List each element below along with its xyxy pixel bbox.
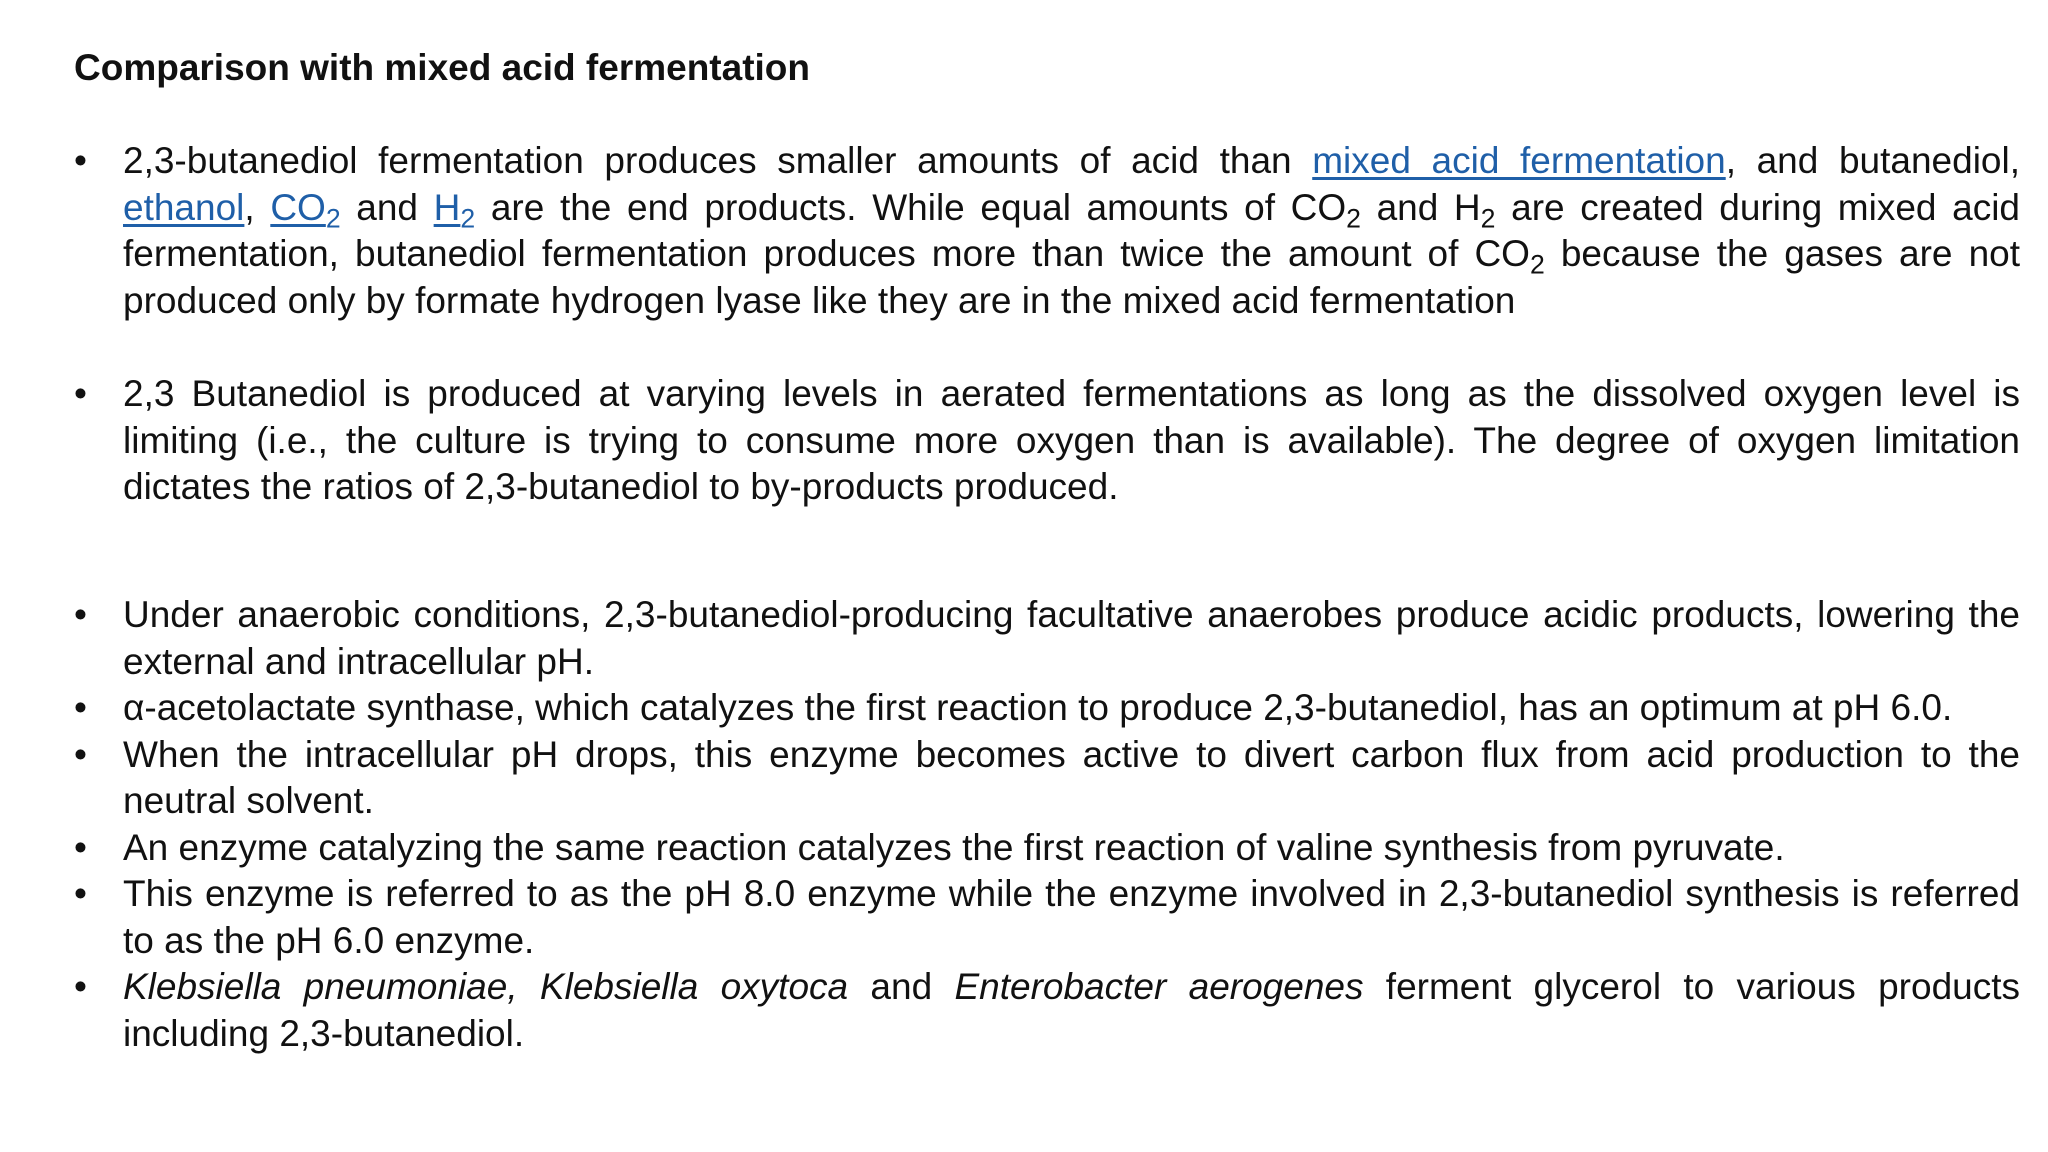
link-h2[interactable]: $H_2$ (433, 186, 476, 233)
species-k-pneumoniae-oxytoca: Klebsiella pneumoniae, Klebsiella oxytoca (123, 966, 849, 1007)
bullet-group-3 (74, 592, 2020, 1057)
list-item-text: Under anaerobic conditions, 2,3-butanediol-producing facultative anaerobes produce acidic products, lowering the external and intracellular pH. (123, 594, 2020, 682)
list-item (74, 371, 2020, 511)
species-e-aerogenes: Enterobacter aerogenes (954, 966, 1364, 1007)
list-item (74, 138, 2020, 324)
list-item (74, 732, 2020, 825)
list-item (74, 964, 2020, 1057)
list-item (74, 871, 2020, 964)
bullet-icon: • (74, 966, 87, 1007)
bullet-icon: • (74, 733, 87, 775)
bullet-icon: • (74, 873, 87, 914)
list-item-text: An enzyme catalyzing the same reaction catalyzes the first reaction of valine synthesis from pyruvate. (123, 826, 1785, 868)
list-item-text: Klebsiella pneumoniae, Klebsiella oxytoca and Enterobacter aerogenes ferment glycerol to various products including 2,3-butanediol. (123, 966, 2020, 1054)
link-ethanol[interactable]: ethanol (123, 186, 245, 228)
bullet-icon: • (74, 594, 87, 635)
bullet-group-1 (74, 138, 2020, 324)
link-mixed-acid-fermentation[interactable]: mixed acid fermentation (1312, 140, 1726, 181)
bullet-group-2 (74, 371, 2020, 511)
link-co2[interactable]: $CO_2$ (270, 186, 341, 233)
list-item (74, 685, 2020, 732)
list-item-text: When the intracellular pH drops, this enzyme becomes active to divert carbon flux from acid production to the neutral solvent. (123, 733, 2020, 821)
list-item (74, 825, 2020, 872)
bullet-icon: • (74, 373, 87, 414)
bullet-icon: • (74, 826, 87, 868)
list-item-text: This enzyme is referred to as the pH 8.0 enzyme while the enzyme involved in 2,3-butanediol synthesis is referred to as the pH 6.0 enzyme. (123, 873, 2020, 961)
slide-title: Comparison with mixed acid fermentation (74, 47, 811, 88)
list-item-text: 2,3-butanediol fermentation produces smaller amounts of acid than mixed acid fermentation, and butanediol, ethanol, $CO_2$ and $H_2$ are the end products. While equal amounts of $CO_2$ and $H_2$ are created during mixed acid fermentation, butanediol fermentation produces more than twice the amount of $CO_2$ because the gases are not produced only by formate hydrogen lyase like they are in the mixed acid fermentation (123, 140, 2021, 321)
list-item-text: 2,3 Butanediol is produced at varying levels in aerated fermentations as long as the dissolved oxygen level is limiting (i.e., the culture is trying to consume more oxygen than is available). The degree of oxygen limitation dictates the ratios of 2,3-butanediol to by-products produced. (123, 373, 2020, 507)
bullet-icon: • (74, 140, 87, 181)
bullet-icon: • (74, 687, 87, 728)
list-item-text: α-acetolactate synthase, which catalyzes the first reaction to produce 2,3-butanediol, has an optimum at pH 6.0. (123, 687, 1953, 728)
list-item (74, 592, 2020, 685)
